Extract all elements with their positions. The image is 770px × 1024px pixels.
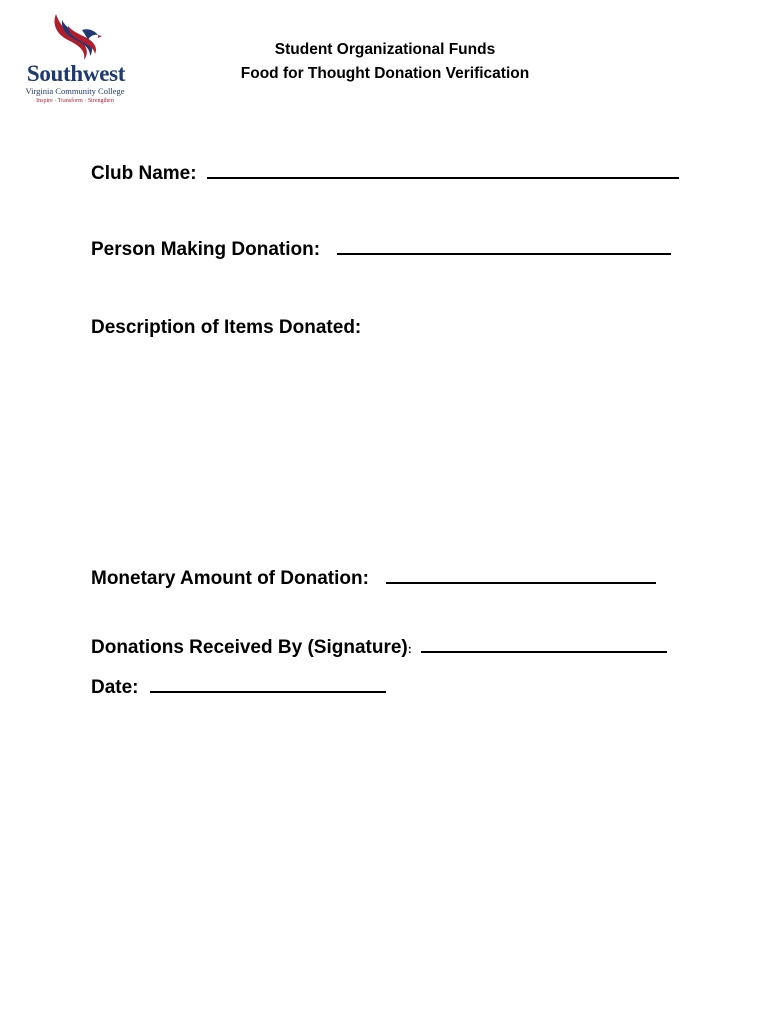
person-line[interactable] bbox=[337, 235, 671, 255]
club-name-line[interactable] bbox=[207, 159, 679, 179]
person-label: Person Making Donation: bbox=[91, 239, 321, 260]
logo-name: Southwest bbox=[26, 61, 126, 86]
received-by-label: Donations Received By (Signature) bbox=[91, 637, 408, 658]
monetary-field bbox=[91, 564, 656, 591]
date-line[interactable] bbox=[150, 673, 386, 693]
received-by-colon: : bbox=[407, 642, 412, 656]
header-line-2: Food for Thought Donation Verification bbox=[240, 65, 530, 82]
monetary-line[interactable] bbox=[386, 564, 656, 584]
received-by-field bbox=[91, 633, 667, 661]
person-field bbox=[91, 235, 671, 262]
signature-line[interactable] bbox=[421, 633, 667, 653]
logo-subtitle: Virginia Community College bbox=[25, 86, 125, 96]
header-line-1: Student Organizational Funds bbox=[274, 41, 496, 58]
description-field bbox=[91, 316, 361, 340]
monetary-label: Monetary Amount of Donation: bbox=[91, 568, 369, 589]
form-header bbox=[0, 38, 770, 86]
club-name-label: Club Name: bbox=[91, 163, 197, 184]
description-label: Description of Items Donated: bbox=[91, 317, 362, 338]
club-name-field bbox=[91, 159, 679, 186]
date-label: Date: bbox=[91, 677, 139, 698]
logo-tagline: Inspire · Transform · Strengthen bbox=[36, 98, 114, 104]
date-field bbox=[91, 673, 386, 700]
